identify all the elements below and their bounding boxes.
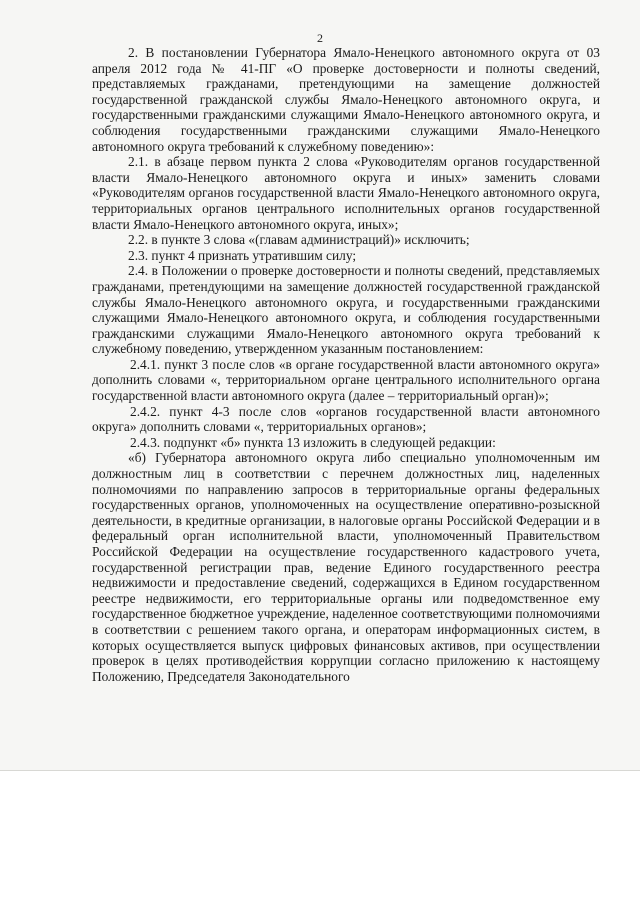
- paragraph-2-2: 2.2. в пункте 3 слова «(главам администраций)» исключить;: [128, 232, 470, 248]
- paragraph-2-4-3: 2.4.3. подпункт «б» пункта 13 изложить в следующей редакции:: [130, 434, 496, 450]
- paragraph-2-3: 2.3. пункт 4 признать утратившим силу;: [128, 247, 357, 263]
- paragraph-subpoint-b: «б) Губернатора автономного округа либо специально уполномоченным им должностным лиц в соответствии с перечнем должностных лиц, наделенных полномочиями по направлению запросов в территориальные органы федеральных государственных органов, уполномоченных на осуществление оперативно-розыскной деятельности, в кредитные организации, в налоговые органы Российской Федерации и в федеральный орган исполнительной власти, уполномоченный Правительством Российской Федерации на осуществление государственного кадастрового учета, государственной регистрации прав, ведение Единого государственного реестра недвижимости и предоставление сведений, содержащихся в Едином государственном реестре недвижимости, его территориальные органы или подведомственное ему государственное бюджетное учреждение, наделенное соответствующими полномочиями в соответствии с решением такого органа, и операторам информационных систем, в которых осуществляется выпуск цифровых финансовых активов, при осуществлении проверок в целях противодействия коррупции согласно приложению к настоящему Положению, Председателя Законодательного: [92, 450, 600, 684]
- document-body: [92, 45, 600, 684]
- paragraph-2: 2. В постановлении Губернатора Ямало-Ненецкого автономного округа от 03 апреля 2012 года № 41-ПГ «О проверке достоверности и полноты сведений, представляемых гражданами, претендующими на замещение должностей государственной гражданской службы Ямало-Ненецкого автономного округа, и государственными гражданскими служащими Ямало-Ненецкого автономного округа, и соблюдения государственными гражданскими служащими Ямало-Ненецкого автономного округа требований к служебному поведению»:: [92, 45, 600, 154]
- paragraph-2-1: 2.1. в абзаце первом пункта 2 слова «Руководителям органов государственной власти Ямало-Ненецкого автономного округа и иных» заменить словами «Руководителям органов государственной власти Ямало-Ненецкого автономного округа, территориальных органов центрального исполнительных органов государственной власти Ямало-Ненецкого автономного округа, иных»;: [92, 154, 600, 232]
- page-number: 2: [317, 31, 323, 45]
- paragraph-2-4-2: 2.4.2. пункт 4-3 после слов «органов государственной власти автономного округа» дополнить словами «, территориальных органов»;: [92, 403, 600, 435]
- paragraph-2-4-1: 2.4.1. пункт 3 после слов «в органе государственной власти автономного округа» дополнить словами «, территориальном органе центрального исполнительного органа государственной власти автономного округа (далее – территориальный орган)»;: [92, 356, 600, 404]
- paragraph-2-4: 2.4. в Положении о проверке достоверности и полноты сведений, представляемых гражданами, претендующими на замещение должностей государственной гражданской службы Ямало-Ненецкого автономного округа, и государственными гражданскими служащими Ямало-Ненецкого автономного округа, и соблюдения государственными гражданскими служащими Ямало-Ненецкого автономного округа требований к служебному поведению, утвержденном указанным постановлением:: [92, 263, 600, 357]
